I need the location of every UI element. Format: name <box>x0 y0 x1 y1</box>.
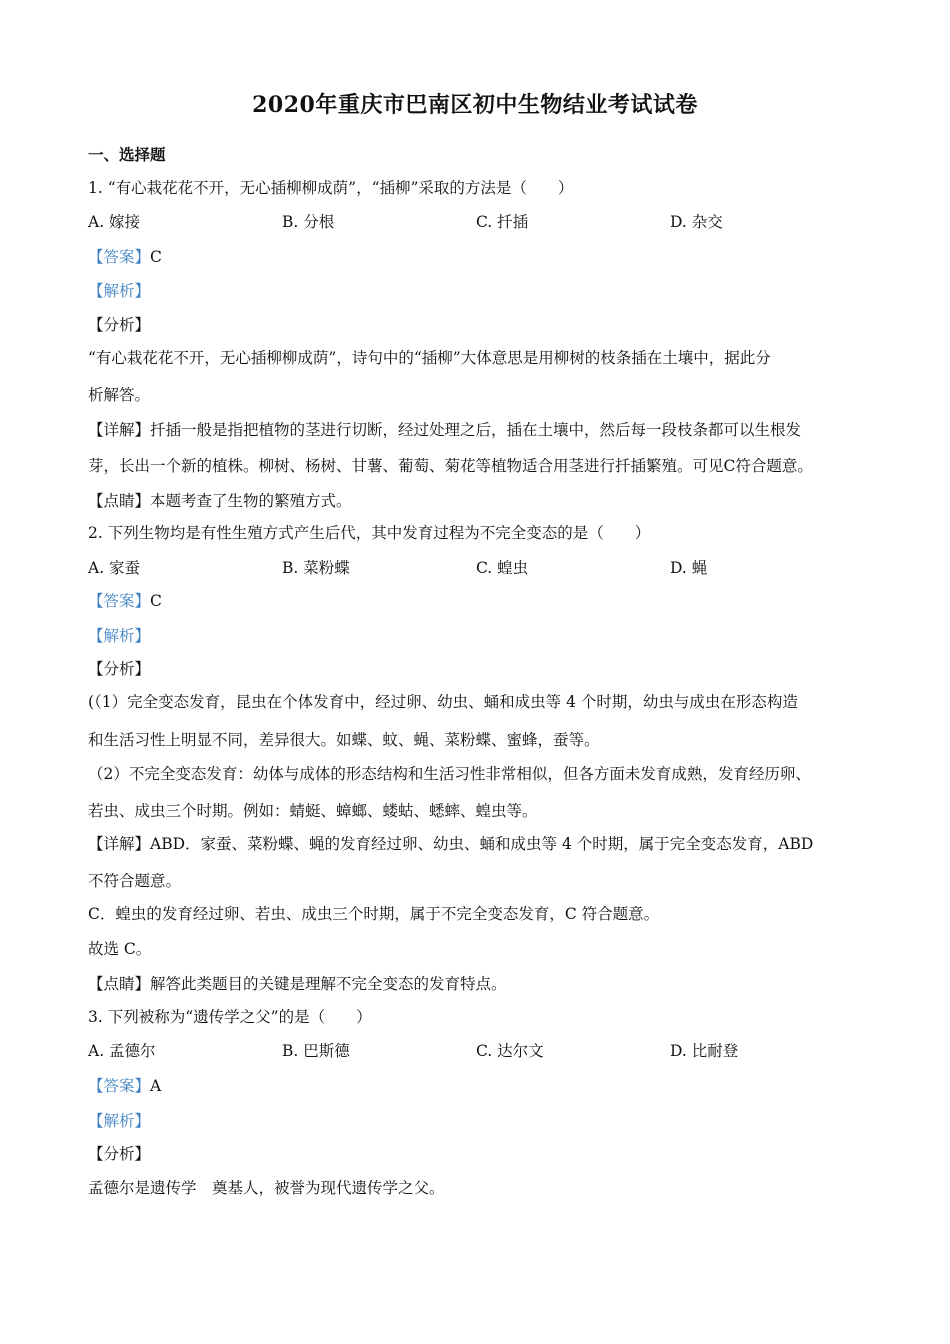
q2-option-a: A. 家蚕 <box>88 559 141 577</box>
q1-comment-text: 本题考查了生物的繁殖方式。 <box>150 492 352 510</box>
q2-fenxi-text: 和生活习性上明显不同，差异很大。如蝶、蚊、蝇、菜粉蝶、蜜蜂，蚕等。 <box>88 731 600 749</box>
answer-value: A <box>150 1077 162 1095</box>
q2-detail-line <box>88 833 813 855</box>
q3-option-b: B. 巴斯德 <box>282 1042 350 1060</box>
fenxi-tag: 【分析】 <box>88 316 151 334</box>
comment-tag: 【点睛】 <box>88 975 151 993</box>
q2-detail-text: 不符合题意。 <box>88 872 182 890</box>
fenxi-tag: 【分析】 <box>88 660 151 678</box>
answer-value: C <box>150 248 162 266</box>
q2-detail-text: 故选 C。 <box>88 940 152 958</box>
detail-tag: 【详解】 <box>88 835 151 853</box>
q2-stem: 2. 下列生物均是有性生殖方式产生后代，其中发育过程为不完全变态的是（ ） <box>88 524 651 542</box>
q1-stem: 1. “有心栽花花不开，无心插柳柳成荫”，“插柳”采取的方法是（ ） <box>88 179 574 197</box>
q3-stem: 3. 下列被称为“遗传学之父”的是（ ） <box>88 1008 372 1026</box>
q1-fenxi-text: 析解答。 <box>88 386 151 404</box>
q1-answer-line <box>88 246 162 268</box>
q1-detail-text: 扦插一般是指把植物的茎进行切断，经过处理之后，插在土壤中，然后每一段枝条都可以生根发 <box>150 421 802 439</box>
q1-option-a: A. 嫁接 <box>88 213 141 231</box>
analysis-tag: 【解析】 <box>88 1112 151 1130</box>
q2-fenxi-text: （2）不完全变态发育：幼体与成体的形态结构和生活习性非常相似，但各方面未发育成熟，发育经历卵、 <box>88 765 811 783</box>
q2-option-d: D. 蝇 <box>670 559 708 577</box>
detail-tag: 【详解】 <box>88 421 151 439</box>
q1-option-d: D. 杂交 <box>670 213 723 231</box>
q2-option-b: B. 菜粉蝶 <box>282 559 350 577</box>
document-title: 2020年重庆市巴南区初中生物结业考试试卷 <box>252 92 698 118</box>
q2-answer-line <box>88 590 162 612</box>
answer-tag: 【答案】 <box>88 248 151 266</box>
analysis-tag: 【解析】 <box>88 282 151 300</box>
q2-comment-text: 解答此类题目的关键是理解不完全变态的发育特点。 <box>150 975 507 993</box>
q3-answer-line <box>88 1075 161 1097</box>
q3-option-c: C. 达尔文 <box>476 1042 544 1060</box>
q2-option-c: C. 蝗虫 <box>476 559 529 577</box>
q2-fenxi-text: (（1）完全变态发育，昆虫在个体发育中，经过卵、幼虫、蛹和成虫等 4 个时期，幼虫与成虫在形态构造 <box>88 693 798 711</box>
q1-fenxi-text: “有心栽花花不开，无心插柳柳成荫”，诗句中的“插柳”大体意思是用柳树的枝条插在土壤中，据此分 <box>88 349 771 367</box>
q3-fenxi-text: 孟德尔是遗传学 奠基人，被誉为现代遗传学之父。 <box>88 1179 445 1197</box>
q3-option-a: A. 孟德尔 <box>88 1042 156 1060</box>
q1-comment-line <box>88 490 352 512</box>
q2-fenxi-text: 若虫、成虫三个时期。例如：蜻蜓、蟑螂、蝼蛄、蟋蟀、蝗虫等。 <box>88 802 538 820</box>
section-heading: 一、选择题 <box>88 145 166 164</box>
q2-comment-line <box>88 973 507 995</box>
q2-detail-text: C．蝗虫的发育经过卵、若虫、成虫三个时期，属于不完全变态发育，C 符合题意。 <box>88 905 660 923</box>
q3-option-d: D. 比耐登 <box>670 1042 739 1060</box>
q1-option-c: C. 扦插 <box>476 213 529 231</box>
comment-tag: 【点睛】 <box>88 492 151 510</box>
q1-detail-text: 芽，长出一个新的植株。柳树、杨树、甘薯、葡萄、菊花等植物适合用茎进行扦插繁殖。可见C符合题意。 <box>88 457 813 475</box>
analysis-tag: 【解析】 <box>88 627 151 645</box>
q2-detail-text: ABD．家蚕、菜粉蝶、蝇的发育经过卵、幼虫、蛹和成虫等 4 个时期，属于完全变态发育，ABD <box>150 835 814 853</box>
answer-tag: 【答案】 <box>88 592 151 610</box>
q1-detail-line <box>88 419 801 441</box>
q1-option-b: B. 分根 <box>282 213 335 231</box>
fenxi-tag: 【分析】 <box>88 1145 151 1163</box>
answer-tag: 【答案】 <box>88 1077 151 1095</box>
answer-value: C <box>150 592 162 610</box>
